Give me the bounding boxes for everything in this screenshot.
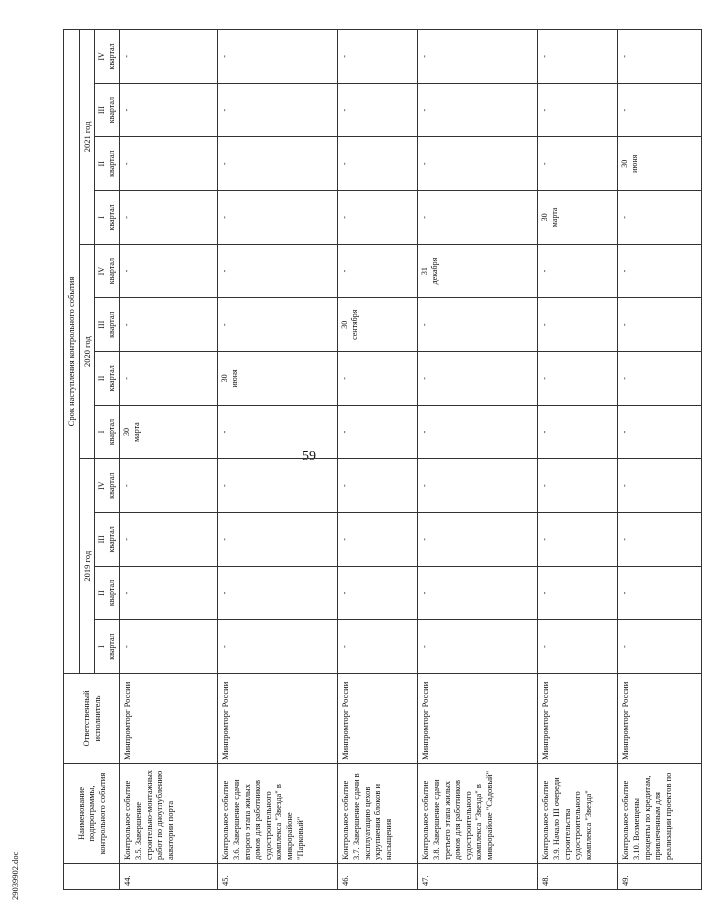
empty-term-cell <box>618 298 702 352</box>
empty-term-cell <box>538 244 618 298</box>
quarter-word: квартал <box>107 418 117 446</box>
quarter-header <box>95 620 120 674</box>
empty-term-cell <box>538 352 618 406</box>
term-line: - <box>340 269 350 273</box>
empty-term-cell <box>618 513 702 567</box>
quarter-word: квартал <box>107 311 117 338</box>
term-line: - <box>220 55 230 58</box>
table-row <box>538 30 618 890</box>
row-number: 47. <box>418 864 538 890</box>
term-line: - <box>122 108 132 112</box>
quarter-header <box>95 30 120 84</box>
term-line: - <box>620 269 630 273</box>
term-line: - <box>540 162 550 166</box>
quarter-word: квартал <box>107 150 117 177</box>
term-line: - <box>540 323 550 327</box>
empty-term-cell <box>218 298 338 352</box>
term-line: сентября <box>349 309 359 340</box>
term-line: - <box>620 108 630 112</box>
term-line: марта <box>549 207 559 228</box>
empty-term-cell <box>418 191 538 245</box>
term-line: - <box>620 645 630 649</box>
control-events-table <box>63 29 702 890</box>
event-name: Контрольное событие 3.6. Завершение сдачи второго этапа жилых домов для работников судостроительного комплекса "Звезда" в микрорайоне "Парковый" <box>218 764 338 864</box>
empty-term-cell <box>538 298 618 352</box>
term-line: - <box>340 484 350 488</box>
quarter-word: квартал <box>107 472 117 499</box>
empty-term-cell <box>418 513 538 567</box>
quarter-header <box>95 83 120 137</box>
row-number: 49. <box>618 864 702 890</box>
term-line: - <box>340 162 350 166</box>
term-line: - <box>420 377 430 380</box>
empty-term-cell <box>218 620 338 674</box>
term-line: - <box>620 591 630 595</box>
term-line: - <box>620 323 630 327</box>
term-line: 30 <box>540 213 550 222</box>
term-line: - <box>220 591 230 595</box>
row-number: 46. <box>338 864 418 890</box>
quarter-word: квартал <box>107 365 117 392</box>
empty-term-cell <box>218 459 338 513</box>
quarter-roman: III <box>97 535 107 544</box>
term-line: - <box>122 269 132 273</box>
empty-term-cell <box>418 352 538 406</box>
term-line: - <box>420 216 430 219</box>
header-name: Наименование подпрограммы, контрольного события <box>64 764 120 864</box>
responsible-executor: Минпромторг России <box>120 674 218 764</box>
term-line: - <box>220 216 230 219</box>
empty-term-cell <box>120 83 218 137</box>
empty-term-cell <box>418 137 538 191</box>
page-number: 59 <box>302 449 316 464</box>
term-line: - <box>220 430 230 434</box>
term-line: - <box>540 538 550 541</box>
document-filename: 29039902.doc <box>10 851 20 900</box>
quarter-roman: III <box>97 320 107 329</box>
empty-term-cell <box>538 459 618 513</box>
table-row <box>218 30 338 890</box>
empty-term-cell <box>120 298 218 352</box>
quarter-roman: IV <box>97 481 107 490</box>
empty-term-cell <box>538 513 618 567</box>
empty-term-cell <box>418 83 538 137</box>
empty-term-cell <box>618 566 702 620</box>
event-date <box>538 191 618 245</box>
event-date <box>120 405 218 459</box>
event-date <box>618 137 702 191</box>
term-line: 30 <box>340 320 350 329</box>
quarter-roman: I <box>97 645 107 649</box>
empty-term-cell <box>120 459 218 513</box>
quarter-header <box>95 191 120 245</box>
table-body <box>120 30 702 890</box>
term-line: - <box>620 216 630 219</box>
term-line: - <box>220 162 230 166</box>
responsible-executor: Минпромторг России <box>338 674 418 764</box>
term-line: 31 <box>420 267 430 276</box>
quarter-header <box>95 405 120 459</box>
year-header: 2019 год <box>79 459 95 674</box>
empty-term-cell <box>120 352 218 406</box>
quarter-roman: II <box>97 590 107 596</box>
term-line: - <box>540 591 550 595</box>
quarter-word: квартал <box>107 43 117 70</box>
empty-term-cell <box>338 137 418 191</box>
event-name: Контрольное событие 3.10. Возмещены проценты по кредитам, привлеченным для реализации проектов по <box>618 764 702 864</box>
term-line: 30 <box>220 374 230 383</box>
term-line: - <box>220 484 230 488</box>
empty-term-cell <box>618 30 702 84</box>
empty-term-cell <box>338 191 418 245</box>
empty-term-cell <box>618 352 702 406</box>
empty-term-cell <box>338 566 418 620</box>
empty-term-cell <box>538 30 618 84</box>
term-line: - <box>220 645 230 649</box>
empty-term-cell <box>120 513 218 567</box>
term-line: - <box>620 377 630 380</box>
quarter-header <box>95 298 120 352</box>
empty-term-cell <box>418 620 538 674</box>
term-line: - <box>620 538 630 541</box>
term-line: - <box>420 430 430 434</box>
term-line: - <box>540 430 550 434</box>
empty-term-cell <box>218 566 338 620</box>
empty-term-cell <box>418 298 538 352</box>
term-line: - <box>220 538 230 541</box>
term-line: - <box>420 108 430 112</box>
term-line: - <box>420 55 430 58</box>
term-line: - <box>420 538 430 541</box>
term-line: - <box>340 377 350 380</box>
term-line: - <box>420 162 430 166</box>
term-line: марта <box>131 422 141 442</box>
empty-term-cell <box>618 244 702 298</box>
quarter-roman: IV <box>97 52 107 61</box>
event-date <box>338 298 418 352</box>
quarter-roman: IV <box>97 266 107 276</box>
term-line: - <box>220 323 230 327</box>
empty-term-cell <box>218 191 338 245</box>
empty-term-cell <box>618 83 702 137</box>
quarter-word: квартал <box>107 257 117 285</box>
table-row <box>618 30 702 890</box>
event-name: Контрольное событие 3.5. Завершение строительно-монтажных работ по дноуглублению акватории порта <box>120 764 218 864</box>
empty-term-cell <box>338 30 418 84</box>
term-line: - <box>220 108 230 112</box>
term-line: - <box>122 377 132 380</box>
term-line: - <box>540 269 550 273</box>
term-line: - <box>340 108 350 112</box>
row-number: 45. <box>218 864 338 890</box>
empty-term-cell <box>618 191 702 245</box>
year-header: 2020 год <box>79 244 95 459</box>
term-line: - <box>540 645 550 649</box>
row-number: 48. <box>538 864 618 890</box>
empty-term-cell <box>618 459 702 513</box>
quarter-header <box>95 244 120 298</box>
quarter-roman: II <box>97 375 107 382</box>
quarter-word: квартал <box>107 579 117 607</box>
empty-term-cell <box>120 191 218 245</box>
empty-term-cell <box>338 83 418 137</box>
empty-term-cell <box>418 405 538 459</box>
header-number <box>64 864 120 890</box>
empty-term-cell <box>418 30 538 84</box>
responsible-executor: Минпромторг России <box>538 674 618 764</box>
event-name: Контрольное событие 3.7. Завершение сдачи в эксплуатацию цехов укрупнения блоков и насыщения <box>338 764 418 864</box>
quarter-word: квартал <box>107 204 117 231</box>
event-date <box>218 352 338 406</box>
term-line: - <box>122 645 132 649</box>
term-line: - <box>620 430 630 434</box>
term-line: июня <box>229 369 239 388</box>
term-line: - <box>540 484 550 488</box>
quarter-word: квартал <box>107 633 117 660</box>
quarter-word: квартал <box>107 97 117 124</box>
row-number: 44. <box>120 864 218 890</box>
quarter-header <box>95 352 120 406</box>
term-line: - <box>340 216 350 219</box>
term-line: - <box>122 216 132 219</box>
empty-term-cell <box>120 620 218 674</box>
term-line: - <box>540 108 550 112</box>
term-line: - <box>340 591 350 595</box>
header-term: Срок наступления контрольного события <box>64 30 80 674</box>
responsible-executor: Минпромторг России <box>218 674 338 764</box>
term-line: - <box>340 430 350 434</box>
term-line: - <box>122 484 132 488</box>
empty-term-cell <box>338 513 418 567</box>
empty-term-cell <box>218 137 338 191</box>
year-header: 2021 год <box>79 30 95 245</box>
empty-term-cell <box>218 30 338 84</box>
term-line: - <box>220 269 230 273</box>
quarter-header <box>95 459 120 513</box>
empty-term-cell <box>120 30 218 84</box>
quarter-header <box>95 513 120 567</box>
term-line: - <box>420 591 430 595</box>
term-line: декабря <box>429 257 439 285</box>
empty-term-cell <box>218 513 338 567</box>
quarter-header <box>95 137 120 191</box>
term-line: - <box>122 538 132 541</box>
empty-term-cell <box>338 352 418 406</box>
term-line: - <box>122 323 132 327</box>
empty-term-cell <box>618 405 702 459</box>
control-events-table-sheet <box>63 30 673 890</box>
empty-term-cell <box>618 620 702 674</box>
event-name: Контрольное событие 3.8. Завершение сдачи третьего этапа жилых домов для работников судостроительного комплекса "Звезда" в микрорайоне "Садовый" <box>418 764 538 864</box>
empty-term-cell <box>338 459 418 513</box>
term-line: - <box>122 162 132 166</box>
term-line: - <box>340 538 350 541</box>
empty-term-cell <box>120 244 218 298</box>
quarter-header <box>95 566 120 620</box>
term-line: - <box>420 645 430 649</box>
term-line: - <box>340 55 350 58</box>
term-line: - <box>620 484 630 488</box>
empty-term-cell <box>538 405 618 459</box>
empty-term-cell <box>538 620 618 674</box>
empty-term-cell <box>120 566 218 620</box>
empty-term-cell <box>338 405 418 459</box>
quarter-word: квартал <box>107 526 117 553</box>
header-executor: Ответственный исполнитель <box>64 674 120 764</box>
empty-term-cell <box>538 83 618 137</box>
table-row <box>418 30 538 890</box>
event-name: Контрольное событие 3.9. Начало III очереди строительства судостроительного комплекса "Звезда" <box>538 764 618 864</box>
term-line: 30 <box>620 159 630 168</box>
term-line: - <box>620 55 630 58</box>
empty-term-cell <box>218 405 338 459</box>
empty-term-cell <box>218 244 338 298</box>
empty-term-cell <box>538 566 618 620</box>
term-line: июня <box>629 154 639 173</box>
term-line: - <box>540 377 550 380</box>
empty-term-cell <box>538 137 618 191</box>
term-line: 30 <box>122 428 132 437</box>
empty-term-cell <box>338 620 418 674</box>
responsible-executor: Минпромторг России <box>618 674 702 764</box>
empty-term-cell <box>418 566 538 620</box>
term-line: - <box>540 55 550 58</box>
empty-term-cell <box>418 459 538 513</box>
term-line: - <box>420 484 430 488</box>
responsible-executor: Минпромторг России <box>418 674 538 764</box>
table-row <box>338 30 418 890</box>
quarter-roman: I <box>97 216 107 219</box>
quarter-roman: II <box>97 161 107 167</box>
empty-term-cell <box>218 83 338 137</box>
empty-term-cell <box>338 244 418 298</box>
term-line: - <box>122 591 132 595</box>
quarter-roman: III <box>97 106 107 115</box>
table-row <box>120 30 218 890</box>
quarter-roman: I <box>97 430 107 434</box>
term-line: - <box>420 323 430 327</box>
event-date <box>418 244 538 298</box>
empty-term-cell <box>120 137 218 191</box>
term-line: - <box>122 55 132 58</box>
term-line: - <box>340 645 350 649</box>
